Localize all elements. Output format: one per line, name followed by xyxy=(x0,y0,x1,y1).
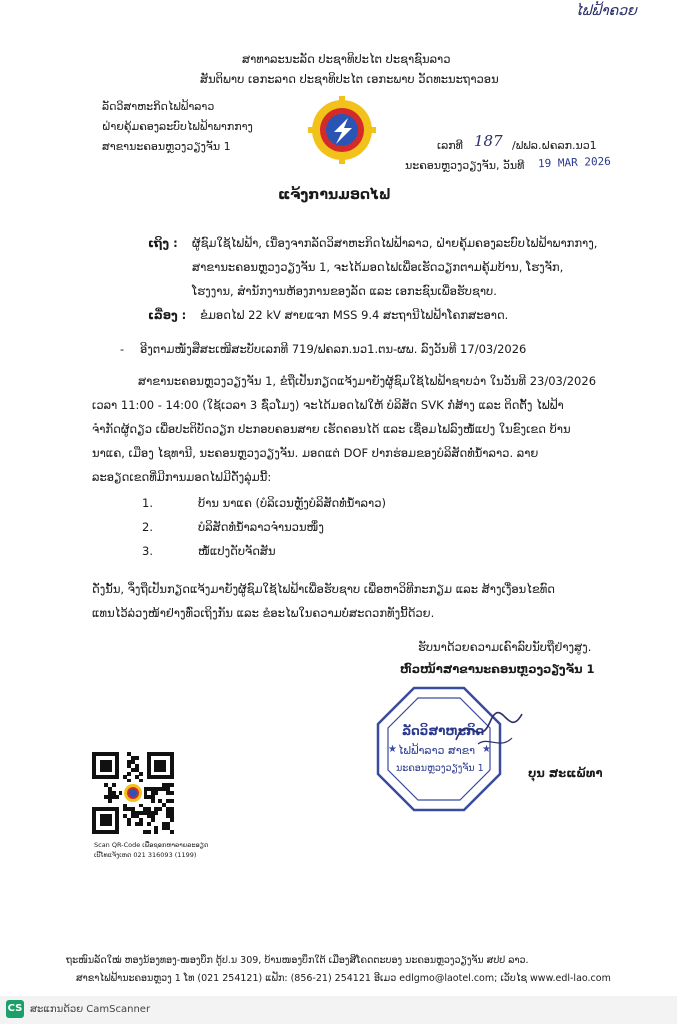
scanner-bar xyxy=(0,996,677,1024)
qr-module xyxy=(115,795,119,799)
list-item-num: 3. xyxy=(142,544,153,558)
to-label: ເຖິງ : xyxy=(148,236,178,250)
qr-module xyxy=(115,775,119,779)
list-item-num: 1. xyxy=(142,496,153,510)
body-line4: ນາແຄ, ເມືອງ ໄຊທານີ, ນະຄອນຫຼວງວຽງຈັນ. ມອດແຕ່ DOF ປາກຮ່ອມຂອງບໍລິສັດທໍ່ນໍ້າລາວ. ລາຍ xyxy=(92,446,539,460)
body-line3: ຈໍາກັດຜູ້ດຽວ ເພື່ອປະຕິບັດວຽກ ປະກອບຄອນສາຍ ເຮັດຄອນໄດ້ ແລະ ເຊື່ອມໄຟລົງໜໍ້ແປງ ໃນຂົງເຂດ ບ້ານ xyxy=(92,422,571,436)
qr-module xyxy=(162,768,166,772)
reference-bullet: - xyxy=(120,342,125,356)
to-line2: ສາຂານະຄອນຫຼວງວຽງຈັນ 1, ຈະໄດ້ມອດໄຟເພື່ອເຮັດວຽກຕາມຄຸ້ມບ້ານ, ໂຮງຈັກ, xyxy=(192,260,564,274)
corner-note: ໄຟຟ້າຄວຍ xyxy=(575,3,637,19)
qr-caption-2: ເບີໂທແຈ້ງເຫດ 021 316093 (1199) xyxy=(94,851,197,859)
qr-module xyxy=(170,791,174,795)
stamp-text-3: ນະຄອນຫຼວງວຽງຈັນ 1 xyxy=(396,763,484,774)
qr-module xyxy=(158,807,162,811)
qr-module xyxy=(108,799,112,803)
place-date-label: ນະຄອນຫຼວງວຽງຈັນ, ວັນທີ xyxy=(405,159,525,172)
closing-line2: ແທນໄວ້ລ່ວງໜ້າຢ່າງທົ່ວເຖິງກັນ ແລະ ຂໍອະໄພໃນຄວາມບໍ່ສະດວກທັງນີ້ດ້ວຍ. xyxy=(92,606,435,620)
reference-text: ອີງຕາມໜັງສືສະເໜີສະບັບເລກທີ 719/ຟຄລກ.ນວ1.ຕນ-ຜພ. ລົງວັນທີ 17/03/2026 xyxy=(140,342,527,356)
qr-module xyxy=(127,822,131,826)
list-item: ໜໍ້ແປງດັບຈັດສັນ xyxy=(198,544,276,558)
org-line2: ຝ່າຍຄຸ້ມຄອງລະບົບໄຟຟ້າພາກກາງ xyxy=(102,120,253,133)
signer-name: ບຸນ ສະແພ້ທາ xyxy=(528,766,603,780)
org-line1: ລັດວິສາຫະກິດໄຟຟ້າລາວ xyxy=(102,100,215,113)
qr-module xyxy=(108,822,112,826)
body-line5: ລະອຽດເຂດທີ່ມີການມອດໄຟມີດັ່ງລຸ່ມນີ້: xyxy=(92,470,272,484)
national-header-line2: ສັນຕິພາບ ເອກະລາດ ປະຊາທິປະໄຕ ເອກະພາບ ວັດທະນະຖາວອນ xyxy=(200,72,499,86)
qr-module xyxy=(151,818,155,822)
signoff-title: ຫົວໜ້າສາຂານະຄອນຫຼວງວຽງຈັນ 1 xyxy=(400,662,595,676)
edl-logo-icon xyxy=(308,96,376,168)
qr-module xyxy=(115,830,119,834)
list-item-num: 2. xyxy=(142,520,153,534)
body-line1: ສາຂານະຄອນຫຼວງວຽງຈັນ 1, ຂໍຖືເປັນກຽດແຈ້ງມາຍັງຜູ້ຊົມໃຊ້ໄຟຟ້າຊາບວ່າ ໃນວັນທີ 23/03/2026 xyxy=(138,374,597,388)
qr-module xyxy=(135,756,139,760)
qr-module xyxy=(170,818,174,822)
qr-module xyxy=(147,822,151,826)
svg-text:★: ★ xyxy=(482,744,491,755)
qr-caption-1: Scan QR-Code ເພື່ອຊອກຫາລາຍລະອຽດ xyxy=(94,841,209,849)
to-line1: ຜູ້ຊົມໃຊ້ໄຟຟ້າ, ເນື່ອງຈາກລັດວິສາຫະກິດໄຟຟ້າລາວ, ຝ່າຍຄຸ້ມຄອງລະບົບໄຟຟ້າພາກກາງ, xyxy=(192,236,598,250)
qr-module xyxy=(170,830,174,834)
national-header-line1: ສາທາລະນະລັດ ປະຊາທິປະໄຕ ປະຊາຊົນລາວ xyxy=(242,52,451,66)
qr-module xyxy=(154,830,158,834)
stamp-text-1: ລັດວິສາຫະກິດ xyxy=(402,724,485,738)
qr-code[interactable] xyxy=(92,752,174,834)
date-stamp: 19 MAR 2026 xyxy=(537,154,612,171)
camscanner-icon: CS xyxy=(6,1000,24,1018)
footer-address: ຖະໜົນລັດໃໝ່ ຫອງນ້ອງທອງ-ໜອງບຶກ ຕູ້ປ.ນ 309, ບ້ານໜອງບຶກໃຕ້ ເມືອງສີໂຄດຕະບອງ ນະຄອນຫຼວງວຽງຈັນ ສປປ ລາວ. xyxy=(66,955,529,966)
list-item: ບໍລິສັດທໍ່ນໍ້າລາວຈໍານວນໜຶ່ງ xyxy=(198,520,324,534)
signoff-respect: ຮັບນາດ້ວຍຄວາມເຄົາລົບນັບຖືຢ່າງສູງ. xyxy=(418,640,592,654)
svg-text:★: ★ xyxy=(388,744,397,755)
qr-module xyxy=(147,830,151,834)
doc-number-label: ເລກທີ xyxy=(437,139,463,152)
qr-module xyxy=(112,783,116,787)
qr-center-logo-icon xyxy=(122,782,144,804)
subject-label: ເລື່ອງ : xyxy=(148,308,187,322)
subject-text: ຂໍມອດໄຟ 22 kV ສາຍແຈກ MSS 9.4 ສະຖານີໄຟຟ້າໂຄກສະອາດ. xyxy=(200,308,509,322)
qr-module xyxy=(139,772,143,776)
qr-module xyxy=(127,772,131,776)
stamp-text-2: ໄຟຟ້າລາວ ສາຂາ xyxy=(398,744,476,757)
page-title: ແຈ້ງການມອດໄຟ xyxy=(278,187,391,203)
closing-line1: ດັ່ງນັ້ນ, ຈຶ່ງຖືເປັນກຽດແຈ້ງມາຍັງຜູ້ຊົມໃຊ້ໄຟຟ້າເພື່ອຮັບຊາບ ເພື່ອຫາວິທີກະກຽມ ແລະ ສ້າງເງື່ອນໄຂທົດ xyxy=(92,582,555,596)
footer-contact: ສາຂາໄຟຟ້ານະຄອນຫຼວງ 1 ໂທ (021 254121) ແຟັກ: (856-21) 254121 ອີເມວ edlgmo@laotel.com; ເວັບໄຊ www.edl-lao.com xyxy=(76,973,611,984)
qr-module xyxy=(170,799,174,803)
qr-module xyxy=(151,799,155,803)
qr-module xyxy=(154,791,158,795)
qr-module xyxy=(108,768,112,772)
list-item: ບ້ານ ນາແຄ (ບໍລິເວນຫຼັງບໍລິສັດທໍ່ນໍ້າລາວ) xyxy=(198,496,386,510)
body-line2: ເວລາ 11:00 - 14:00 (ໃຊ້ເວລາ 3 ຊົ່ວໂມງ) ຈະໄດ້ມອດໄຟໃຫ້ ບໍລິສັດ SVK ກໍ່ສ້າງ ແລະ ຕິດຕັ້ງ ໄຟຟ້າ xyxy=(92,398,564,412)
scanner-label: ສະແກນດ້ວຍ CamScanner xyxy=(30,1004,151,1015)
to-line3: ໂຮງງານ, ສໍານັກງານຫ້ອງການຂອງລັດ ແລະ ເອກະຊົນເພື່ອຮັບຊາບ. xyxy=(192,284,497,298)
doc-number-value: 187 xyxy=(474,132,503,150)
qr-module xyxy=(139,822,143,826)
doc-number-suffix: /ຟຟລ.ຝຄລກ.ນວ1 xyxy=(512,139,597,152)
org-line3: ສາຂານະຄອນຫຼວງວຽງຈັນ 1 xyxy=(102,140,231,153)
signature-icon xyxy=(448,700,528,760)
qr-module xyxy=(170,775,174,779)
qr-module xyxy=(154,811,158,815)
qr-module xyxy=(170,783,174,787)
